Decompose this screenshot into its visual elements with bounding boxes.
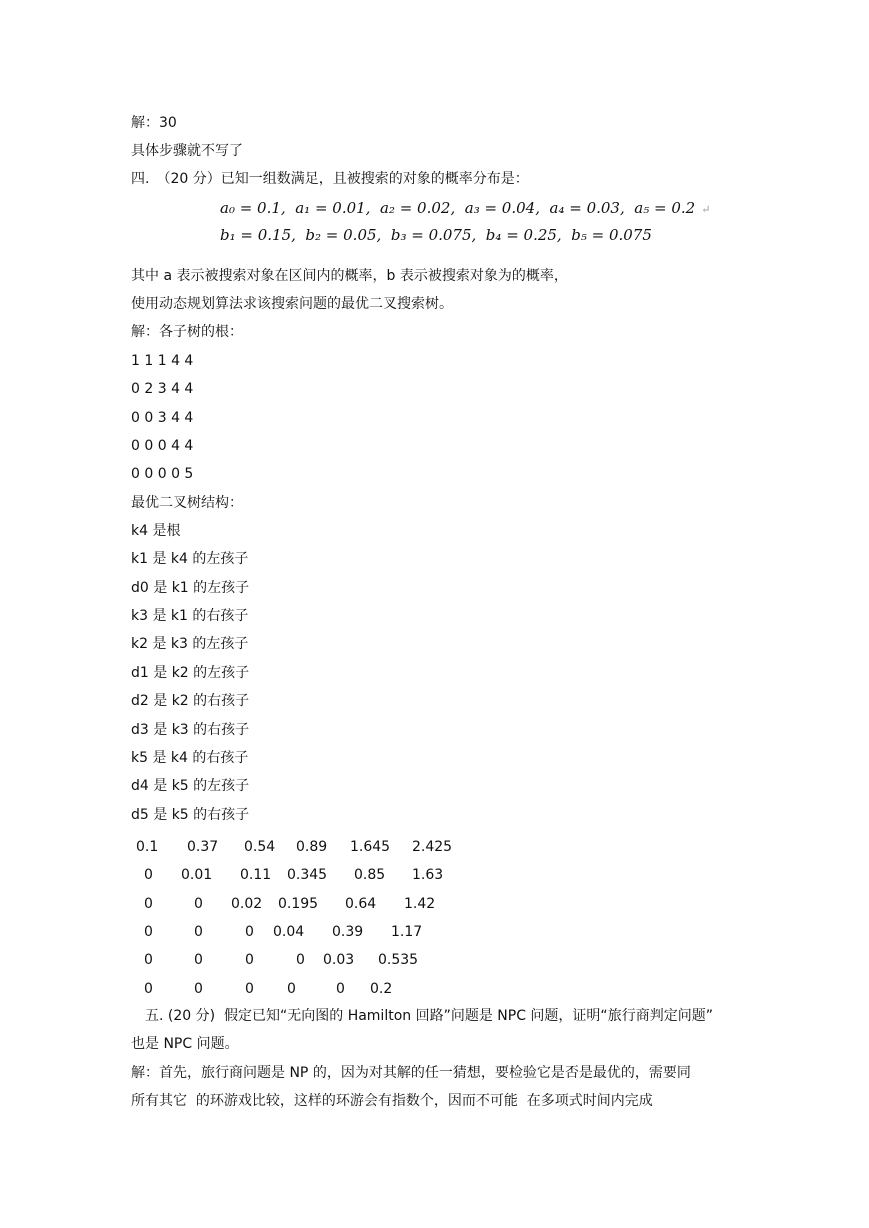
matrix-cell: 0.1 <box>136 839 159 855</box>
root-matrix-row: 0 0 0 4 4 <box>131 438 194 454</box>
matrix-cell: 0.11 <box>240 867 272 883</box>
matrix-cell: 0.39 <box>332 924 364 940</box>
matrix-cell: 0.195 <box>278 896 319 912</box>
text-line: 所有其它 的环游戏比较，这样的环游会有指数个，因而不可能 在多项式时间内完成 <box>131 1093 653 1109</box>
matrix-cell: 0.01 <box>181 867 213 883</box>
tree-line: d2 是 k2 的右孩子 <box>131 693 250 709</box>
tree-line: d5 是 k5 的右孩子 <box>131 807 250 823</box>
matrix-cell: 0 <box>144 981 153 997</box>
matrix-cell: 0.04 <box>273 924 305 940</box>
answer-heading: 解：各子树的根： <box>131 324 243 340</box>
cost-matrix-row <box>0 837 600 857</box>
root-matrix-row: 1 1 1 4 4 <box>131 353 194 369</box>
text-line: 也是 NPC 问题。 <box>131 1036 239 1052</box>
matrix-cell: 0 <box>144 867 153 883</box>
matrix-cell: 0 <box>245 924 254 940</box>
matrix-cell: 0 <box>245 981 254 997</box>
matrix-cell: 1.17 <box>391 924 423 940</box>
cost-matrix-row <box>0 950 600 970</box>
tree-line: k4 是根 <box>131 523 181 539</box>
steps-omitted-note: 具体步骤就不写了 <box>131 143 243 159</box>
question-5-title: 五. (20 分) 假定已知“无向图的 Hamilton 回路”问题是 NPC 问题，证明“旅行商判定问题” <box>131 1008 713 1024</box>
matrix-cell: 2.425 <box>412 839 453 855</box>
cost-matrix-row <box>0 979 600 999</box>
tree-line: k1 是 k4 的左孩子 <box>131 551 249 567</box>
matrix-cell: 0 <box>144 924 153 940</box>
matrix-cell: 0 <box>287 981 296 997</box>
tree-line: d0 是 k1 的左孩子 <box>131 580 250 596</box>
matrix-cell: 0 <box>194 952 203 968</box>
matrix-cell: 0.37 <box>187 839 219 855</box>
tree-structure-heading: 最优二叉树结构： <box>131 495 243 511</box>
matrix-cell: 0 <box>194 924 203 940</box>
matrix-cell: 1.42 <box>404 896 436 912</box>
matrix-cell: 0.03 <box>323 952 355 968</box>
tree-line: k5 是 k4 的右孩子 <box>131 750 249 766</box>
question-4-title: 四. （20 分）已知一组数满足，且被搜索的对象的概率分布是： <box>131 171 529 187</box>
formula-a-values: a₀ = 0.1, a₁ = 0.01, a₂ = 0.02, a₃ = 0.04, a₄ = 0.03, a₅ = 0.2 <box>220 199 696 217</box>
matrix-cell: 0.54 <box>244 839 276 855</box>
matrix-cell: 0 <box>144 952 153 968</box>
text-line: 解：首先，旅行商问题是 NP 的，因为对其解的任一猜想，要检验它是否是最优的，需要同 <box>131 1065 691 1081</box>
text-line: 使用动态规划算法求该搜索问题的最优二叉搜索树。 <box>131 296 453 312</box>
tree-line: k3 是 k1 的右孩子 <box>131 608 249 624</box>
root-matrix-row: 0 0 3 4 4 <box>131 410 194 426</box>
answer-30: 解：30 <box>131 115 177 131</box>
matrix-cell: 1.645 <box>350 839 391 855</box>
tree-line: d3 是 k3 的右孩子 <box>131 722 250 738</box>
root-matrix-row: 0 2 3 4 4 <box>131 381 194 397</box>
matrix-cell: 0.02 <box>231 896 263 912</box>
return-mark-icon: ↵ <box>701 203 711 216</box>
tree-line: d4 是 k5 的左孩子 <box>131 778 250 794</box>
root-matrix-row: 0 0 0 0 5 <box>131 466 194 482</box>
matrix-cell: 0 <box>194 981 203 997</box>
probability-formula-a <box>220 197 710 221</box>
matrix-cell: 0.535 <box>378 952 419 968</box>
matrix-cell: 0 <box>296 952 305 968</box>
matrix-cell: 0.64 <box>345 896 377 912</box>
matrix-cell: 0 <box>144 896 153 912</box>
matrix-cell: 0.345 <box>287 867 328 883</box>
matrix-cell: 0 <box>245 952 254 968</box>
cost-matrix-row <box>0 922 600 942</box>
matrix-cell: 1.63 <box>412 867 444 883</box>
cost-matrix-row <box>0 865 600 885</box>
matrix-cell: 0.89 <box>296 839 328 855</box>
text-line: 其中 a 表示被搜索对象在区间内的概率，b 表示被搜索对象为的概率， <box>131 268 568 284</box>
tree-line: k2 是 k3 的左孩子 <box>131 636 249 652</box>
matrix-cell: 0 <box>194 896 203 912</box>
tree-line: d1 是 k2 的左孩子 <box>131 665 250 681</box>
matrix-cell: 0.85 <box>354 867 386 883</box>
matrix-cell: 0.2 <box>370 981 393 997</box>
cost-matrix-row <box>0 894 600 914</box>
matrix-cell: 0 <box>336 981 345 997</box>
probability-formula-b: b₁ = 0.15, b₂ = 0.05, b₃ = 0.075, b₄ = 0.25, b₅ = 0.075 <box>220 226 652 244</box>
